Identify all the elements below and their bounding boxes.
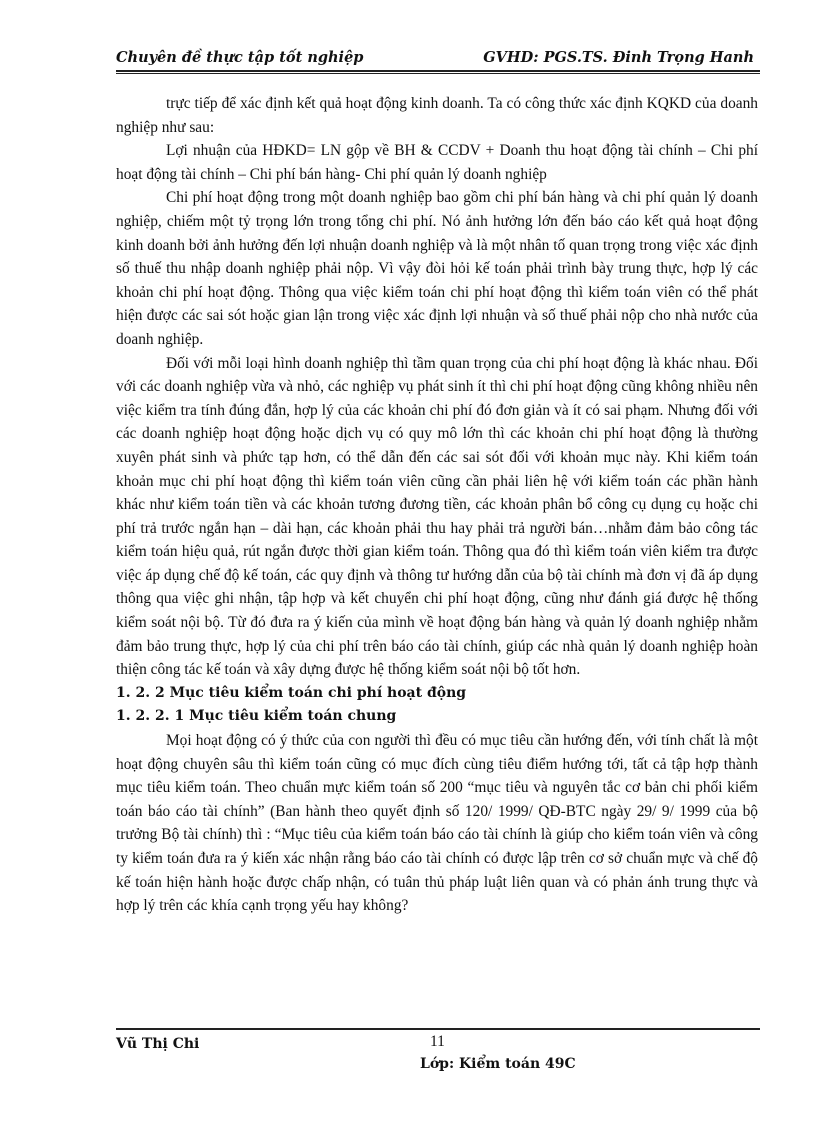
footer-author: Vũ Thị Chi	[116, 1036, 200, 1052]
paragraph-business-types: Đối với mỗi loại hình doanh nghiệp thì tầm quan trọng của chi phí hoạt động là khác nhau. Đối với các doanh nghiệp vừa và nhỏ, các nghiệp vụ phát sinh ít thì chi phí hoạt động cũng không nhiều nên việc kiểm tra tính đúng đắn, hợp lý của các khoản chi phí đó đơn giản và ít có sai phạm. Nhưng đối với các doanh nghiệp hoạt động hoặc dịch vụ có quy mô lớn thì các khoản chi phí hoạt động là thường xuyên phát sinh và phức tạp hơn, có thể dẫn đến các sai sót đối với khoản mục này. Khi kiểm toán khoản mục chi phí hoạt động thì kiểm toán viên cũng cần phải liên hệ với kiểm toán các phần hành khác như kiểm toán tiền và các khoản tương đương tiền, các khoản phân bổ công cụ dụng cụ hoặc chi phí trả trước ngắn hạn – dài hạn, các khoản phải thu hay phải trả người bán…nhằm đảm bảo công tác kiểm toán hiệu quả, rút ngắn được thời gian kiểm toán. Thông qua đó thì kiểm toán viên kiểm tra được việc áp dụng chế độ kế toán, các quy định và thông tư hướng dẫn của bộ tài chính mà đơn vị đã áp dụng thông qua việc ghi nhận, tập hợp và kết chuyển chi phí hoạt động, cũng như đánh giá được hệ thống kiểm soát nội bộ. Từ đó đưa ra ý kiến của mình về hoạt động bán hàng và quản lý doanh nghiệp nhằm đảm bảo trung thực, hợp lý của chi phí trên báo cáo tài chính, giúp các nhà quản lý doanh nghiệp hoàn thiện công tác kế toán và xây dựng được hệ thống kiểm soát nội bộ tốt hơn.	[116, 354, 758, 679]
header-rule	[116, 70, 760, 74]
footer-class: Lớp: Kiểm toán 49C	[420, 1056, 576, 1072]
paragraph-audit-objectives: Mọi hoạt động có ý thức của con người thì đều có mục tiêu cần hướng đến, với tính chất là một hoạt động chuyên sâu thì kiểm toán cũng có mục đích cùng tiêu điểm hướng tới, tất cả tập hợp thành mục tiêu kiểm toán. Theo chuẩn mực kiểm toán số 200 “mục tiêu và nguyên tắc cơ bản chi phối kiểm toán báo cáo tài chính” (Ban hành theo quyết định số 120/ 1999/ QĐ-BTC ngày 29/ 9/ 1999 của bộ trưởng Bộ tài chính) thì : “Mục tiêu của kiểm toán báo cáo tài chính là giúp cho kiểm toán viên và công ty kiểm toán đưa ra ý kiến xác nhận rằng báo cáo tài chính có được lập trên cơ sở chuẩn mực và chế độ kế toán hiện hành hoặc được chấp nhận, có tuân thủ pháp luật liên quan và có phản ánh trung thực và hợp lý trên các khía cạnh trọng yếu hay không?	[116, 732, 758, 915]
footer-rule	[116, 1028, 760, 1030]
page-number: 11	[430, 1033, 445, 1050]
document-body	[116, 92, 758, 918]
paragraph-operating-costs: Chi phí hoạt động trong một doanh nghiệp bao gồm chi phí bán hàng và chi phí quản lý doanh nghiệp, chiếm một tỷ trọng lớn trong tổng chi phí. Nó ảnh hưởng lớn đến báo cáo kết quả hoạt động kinh doanh bởi ảnh hưởng đến lợi nhuận doanh nghiệp và là một nhân tố quan trọng trong việc xác định số thuế thu nhập doanh nghiệp phải nộp. Vì vậy đòi hỏi kế toán phải trình bày trung thực, hợp lý các khoản chi phí hoạt động. Thông qua việc kiểm toán chi phí hoạt động thì kiểm toán viên có thể phát hiện được các sai sót hoặc gian lận trong việc xác định lợi nhuận và số thuế phải nộp cho nhà nước của doanh nghiệp.	[116, 189, 758, 348]
page-header	[116, 47, 760, 69]
formula-paragraph: Lợi nhuận của HĐKD= LN gộp về BH & CCDV + Doanh thu hoạt động tài chính – Chi phí hoạt động tài chính – Chi phí bán hàng- Chi phí quản lý doanh nghiệp	[116, 142, 758, 183]
paragraph-1: trực tiếp để xác định kết quả hoạt động kinh doanh. Ta có công thức xác định KQKD của doanh nghiệp như sau:	[116, 95, 758, 136]
header-title: Chuyên đề thực tập tốt nghiệp	[116, 49, 364, 66]
header-advisor: GVHD: PGS.TS. Đinh Trọng Hanh	[483, 49, 754, 66]
section-heading-1-2-2-1: 1. 2. 2. 1 Mục tiêu kiểm toán chung	[116, 708, 397, 725]
section-heading-1-2-2: 1. 2. 2 Mục tiêu kiểm toán chi phí hoạt động	[116, 684, 467, 701]
